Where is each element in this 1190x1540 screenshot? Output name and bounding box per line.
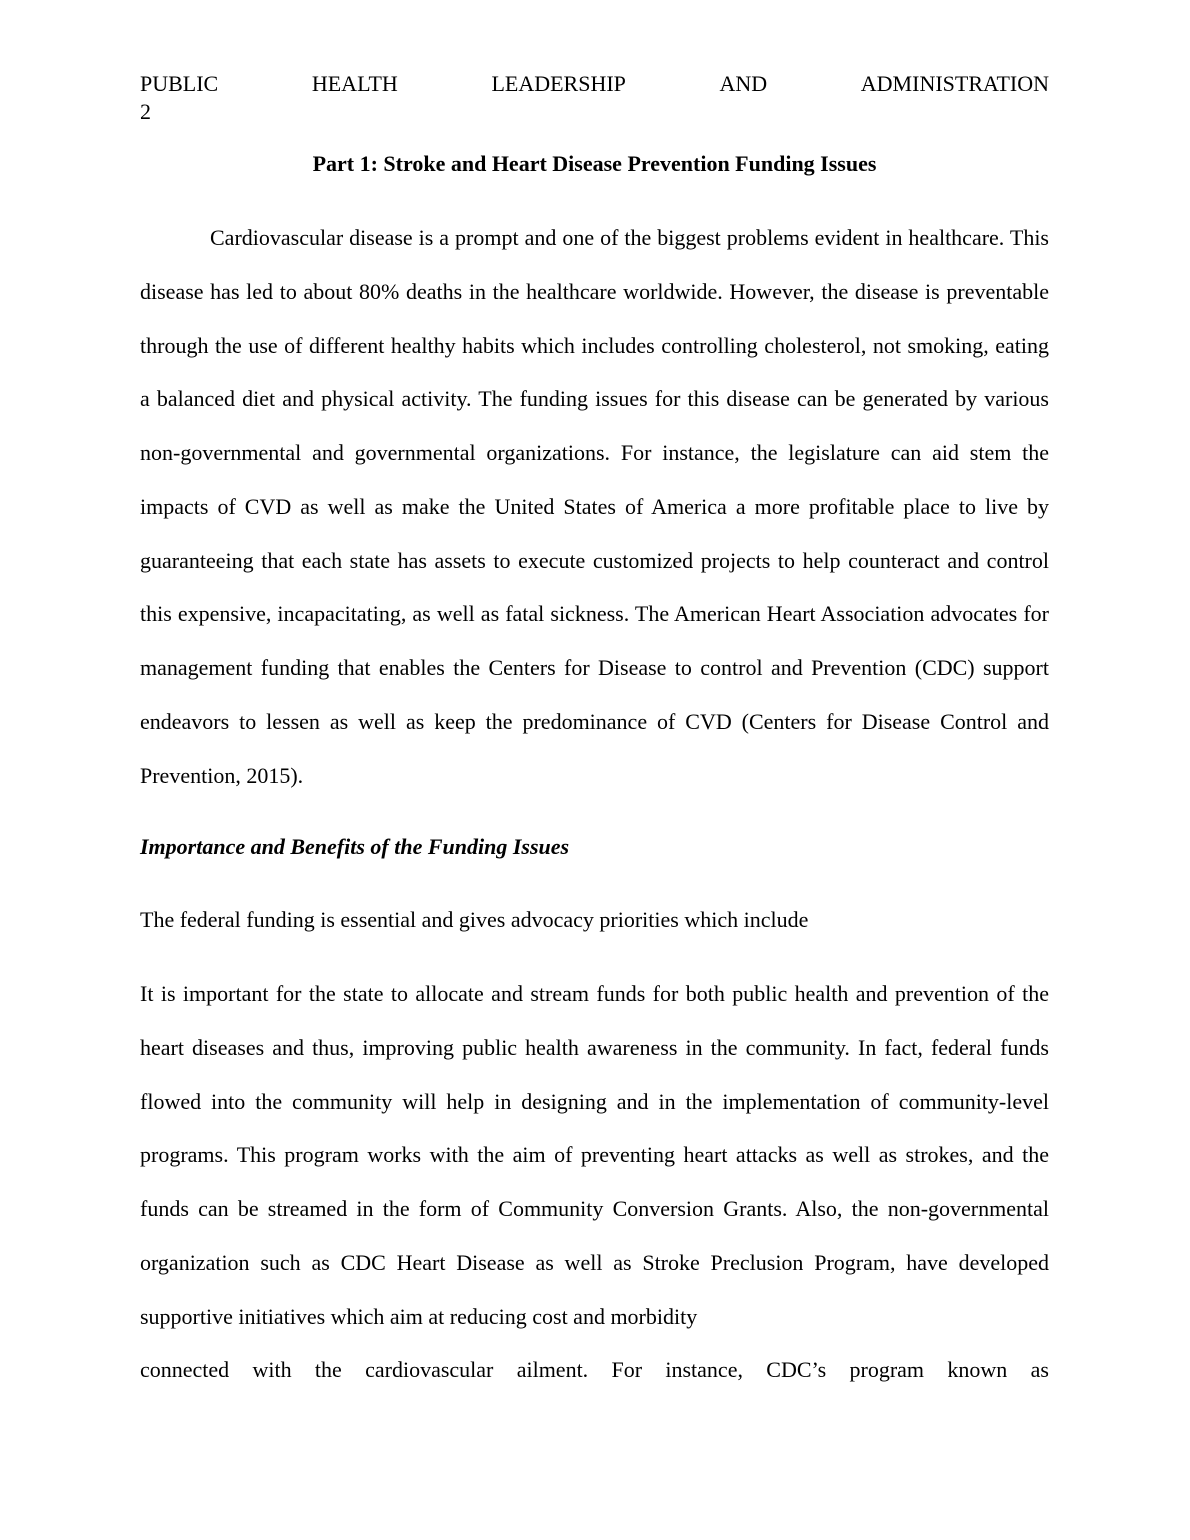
word: as (1030, 1357, 1049, 1383)
subheading-importance-benefits: Importance and Benefits of the Funding Issues (140, 834, 570, 859)
word: known (947, 1357, 1008, 1383)
running-header (140, 70, 1049, 126)
paragraph-body: It is important for the state to allocate and stream funds for both public health and prevention of the heart diseases and thus, improving public health awareness in the community. In fact, federal funds flowed into the community will help in designing and in the implementation of community-level programs. This program works with the aim of preventing heart attacks as well as strokes, and the funds can be streamed in the form of Community Conversion Grants. Also, the non-governmental organization such as CDC Heart Disease as well as Stroke Preclusion Program, have developed supportive initiatives which aim at reducing cost and morbidity (140, 981, 1049, 1329)
word: CDC’s (766, 1357, 827, 1383)
running-head-word: AND (719, 71, 768, 96)
running-head-word: PUBLIC (140, 71, 219, 96)
word: with (252, 1357, 292, 1383)
running-head-title (140, 70, 1049, 98)
word: the (314, 1357, 342, 1383)
paragraph-federal-funding: The federal funding is essential and gives advocacy priorities which include (140, 907, 809, 932)
paragraph-last-line (140, 1343, 1049, 1397)
running-head-word: HEALTH (311, 71, 398, 96)
word: program (849, 1357, 925, 1383)
running-head-word: ADMINISTRATION (860, 71, 1049, 96)
word: ailment. (516, 1357, 589, 1383)
paragraph-state-funds (140, 967, 1049, 1397)
word: instance, (665, 1357, 743, 1383)
page-number: 2 (140, 99, 151, 124)
running-head-word: LEADERSHIP (491, 71, 626, 96)
word: connected (140, 1357, 230, 1383)
paragraph-cardiovascular-disease: Cardiovascular disease is a prompt and one of the biggest problems evident in healthcare. This disease has led to about 80% deaths in the healthcare worldwide. However, the disease is preventable through the use of different healthy habits which includes controlling cholesterol, not smoking, eating a balanced diet and physical activity. The funding issues for this disease can be generated by various non-governmental and governmental organizations. For instance, the legislature can aid stem the impacts of CVD as well as make the United States of America a more profitable place to live by guaranteeing that each state has assets to execute customized projects to help counteract and control this expensive, incapacitating, as well as fatal sickness. The American Heart Association advocates for management funding that enables the Centers for Disease to control and Prevention (CDC) support endeavors to lessen as well as keep the predominance of CVD (Centers for Disease Control and Prevention, 2015). (140, 225, 1049, 788)
section-title: Part 1: Stroke and Heart Disease Prevention Funding Issues (312, 151, 877, 176)
word: cardiovascular (365, 1357, 494, 1383)
word: For (611, 1357, 643, 1383)
